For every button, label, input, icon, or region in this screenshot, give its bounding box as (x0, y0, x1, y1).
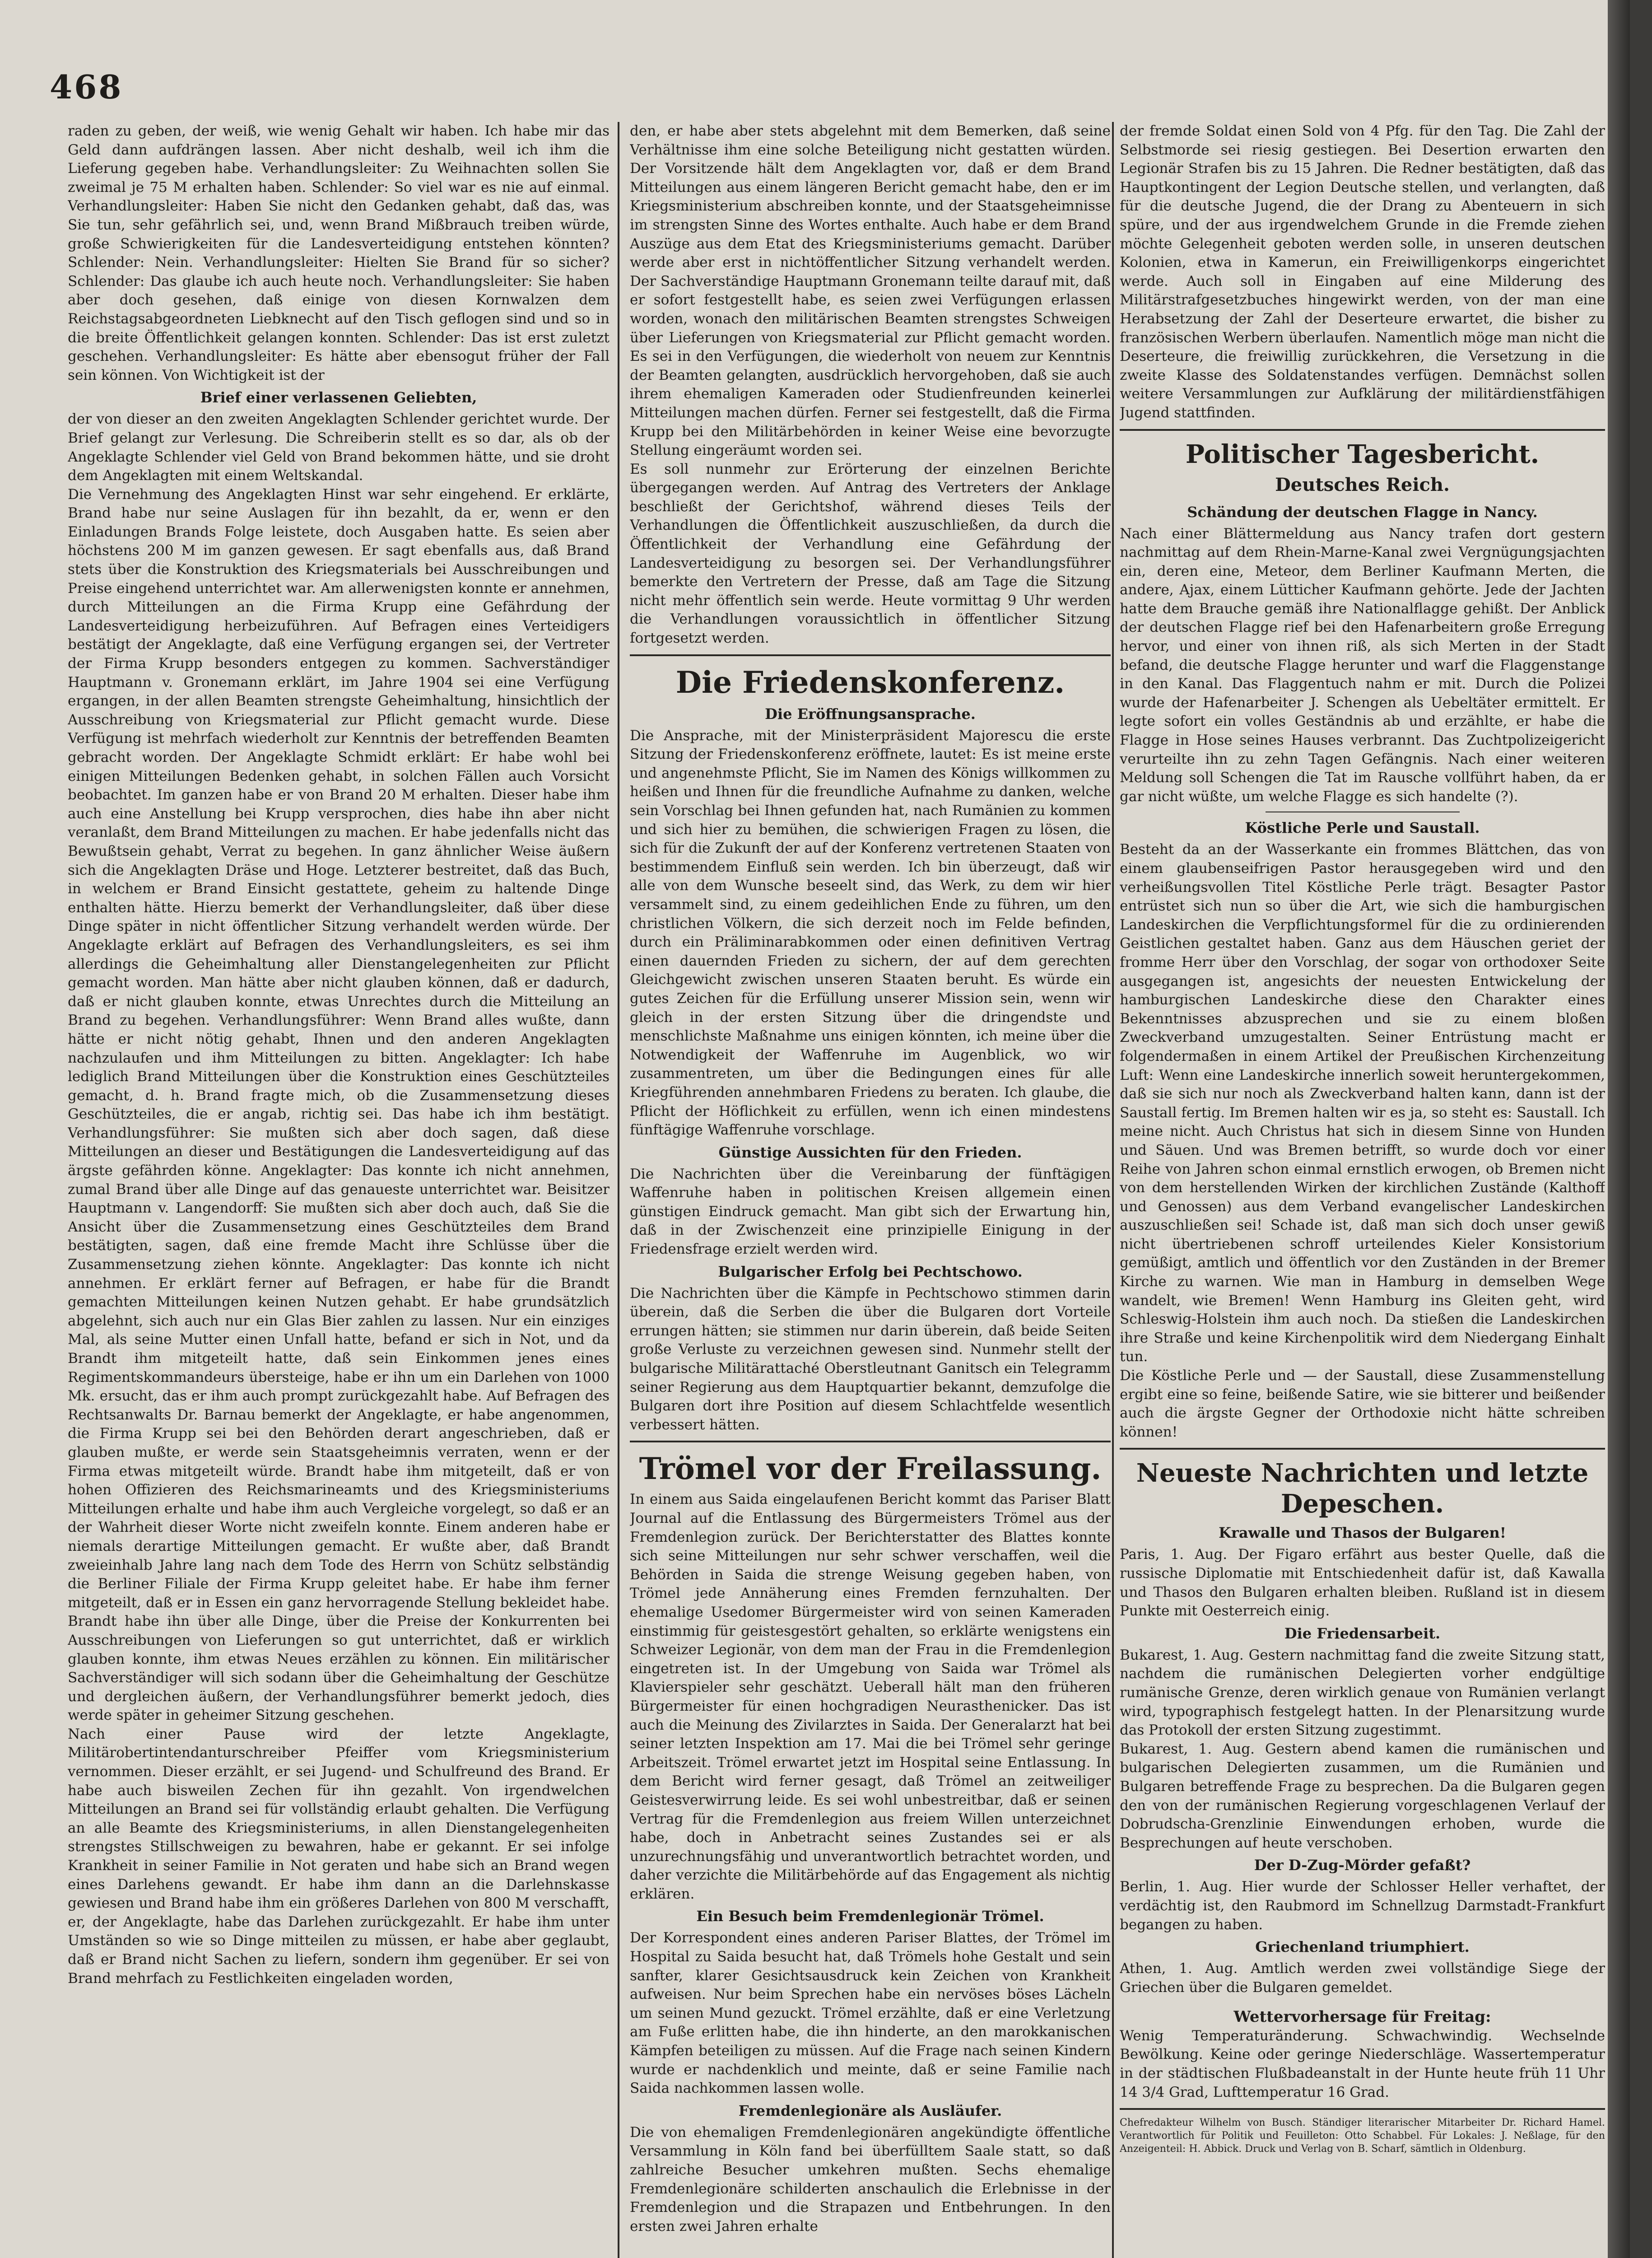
article-paragraph: der fremde Soldat einen Sold von 4 Pfg. für den Tag. Die Zahl der Selbstmorde sei riesig gestiegen. Bei Desertion erwarten den Legionär Strafen bis zu 15 Jahren. Die Redner bestätigten, daß das Hauptkontingent der Legion Deutsche stellen, und verlangten, daß für die deutsche Jugend, die der Drang zu Abenteuern in sich spüre, und der aus irgendwelchem Grunde in die Fremde ziehen möchte Gelegenheit geboten werden solle, in unseren deutschen Kolonien, etwa in Kamerun, ein Freiwilligenkorps eingerichtet werde. Auch soll in Eingaben auf eine Milderung des Militärstrafgesetzbuches hingewirkt werden, von der man eine Herabsetzung der Zahl der Deserteure erwartet, die bisher zu französischen Werbern überlaufen. Namentlich möge man nicht die Deserteure, die freiwillig zurückkehren, die Versetzung in die zweite Klasse des Soldatenstandes verfügen. Demnächst sollen weitere Versammlungen zur Aufklärung der militärdienstfähigen Jugend stattfinden. (1120, 123, 1605, 421)
imprint: Chefredakteur Wilhelm von Busch. Ständiger literarischer Mitarbeiter Dr. Richard Hamel. Verantwortlich für Politik und Feuilleton: Otto Schabbel. Für Lokales: J. Neßlage, für den Anzeigenteil: H. Abbick. Druck und Verlag von B. Scharf, sämtlich in Oldenburg. (1120, 2117, 1605, 2155)
divider (630, 654, 1111, 656)
article-paragraph: Nach einer Blättermeldung aus Nancy trafen dort gestern nachmittag auf dem Rhein-Marne-Kanal zwei Vergnügungsjachten ein, deren eine, Meteor, dem Berliner Kaufmann Merten, die andere, Ajax, einem Lütticher Kaufmann gehörte. Jede der Jachten hatte dem Brauche gemäß ihre Nationalflagge gehißt. Der Anblick der deutschen Flagge rief bei den Hafenarbeitern große Erregung hervor, und einer von ihnen riß, als sich Merten in der Stadt befand, die deutsche Flagge herunter und warf die Flaggenstange in den Kanal. Das Flaggentuch nahm er mit. Durch die Polizei wurde der Hafenarbeiter J. Schengen als Uebeltäter ermittelt. Er legte sofort ein volles Geständnis ab und erzählte, er habe die Flagge in Hose seines Hauses verbrannt. Das Zuchtpolizeigericht verurteilte ihn zu zehn Tagen Gefängnis. Nach einer weiteren Meldung soll Schengen die Tat im Rausche vollführt haben, da er gar nicht wüßte, um welche Flagge es sich handelte (?). (1120, 525, 1605, 805)
subheading: Köstliche Perle und Saustall. (1245, 819, 1480, 837)
column-rule (618, 122, 619, 2258)
subheading: Krawalle und Thasos der Bulgaren! (1219, 1524, 1506, 1542)
article-paragraph: Die von ehemaligen Fremdenlegionären angekündigte öffentliche Versammlung in Köln fand bei überfülltem Saale statt, so daß zahlreiche Besucher umkehren mußten. Sechs ehemalige Fremdenlegionäre schilderten anschaulich die Erlebnisse in der Fremdenlegion und die Strapazen und Entbehrungen. In den ersten zwei Jahren erhalte (630, 2124, 1111, 2235)
article-paragraph: der von dieser an den zweiten Angeklagten Schlender gerichtet wurde. Der Brief gelangt zur Verlesung. Die Schreiberin stellt es so dar, als ob der Angeklagte Schlender viel Geld von Brand bekommen hätte, und sie droht dem Angeklagten mit einem Weltskandal. (68, 411, 610, 484)
article-paragraph: Die Köstliche Perle und — der Saustall, diese Zusammenstellung ergibt eine so feine, beißende Satire, wie sie bitterer und beißender auch die ärgste Gegner der Orthodoxie nicht hätte schreiben können! (1120, 1367, 1605, 1440)
divider (1120, 429, 1605, 431)
article-paragraph: Athen, 1. Aug. Amtlich werden zwei vollständige Siege der Griechen über die Bulgaren gemeldet. (1120, 1960, 1605, 1996)
headline-peace-conference: Die Friedenskonferenz. (675, 664, 1065, 700)
subheading: Deutsches Reich. (1275, 474, 1450, 495)
article-paragraph: In einem aus Saida eingelaufenen Bericht kommt das Pariser Blatt Journal auf die Entlassung des Bürgermeisters Trömel aus der Fremdenlegion zurück. Der Berichterstatter des Blattes konnte sich seine Mitteilungen nur sehr schwer verschaffen, weil die Behörden in Saida die strenge Weisung gegeben haben, von Trömel jede Annäherung eines Fremden fernzuhalten. Der ehemalige Usedomer Bürgermeister wird von seinen Kameraden einstimmig für geistesgestört gehalten, so erklärte wenigstens ein Schweizer Legionär, von dem man der Frau in die Fremdenlegion eingetreten ist. In der Umgebung von Saida war Trömel als Klavierspieler sehr geschätzt. Ueberall hält man den früheren Bürgermeister für einen hochgradigen Neurasthenicker. Das ist auch die Meinung des Zivilarztes in Saida. Der Generalarzt hat bei seiner letzten Inspektion am 17. Mai die bei Trömel sehr geringe Arbeitszeit. Trömel erwartet jetzt im Hospital seine Entlassung. In dem Bericht wird ferner gesagt, daß Trömel an zeitweiliger Geistesverwirrung leide. Es sei wohl unbestreitbar, daß er seinen Vertrag für die Fremdenlegion aus freiem Willen unterzeichnet habe, doch in Anbetracht seines Zustandes sei er als unzurechnungsfähig und unverantwortlich betrachtet worden, und daher verzichte die Militärbehörde auf das Engagement als nichtig erklären. (630, 1491, 1111, 1902)
column-2 (630, 122, 1111, 2258)
article-paragraph: Berlin, 1. Aug. Hier wurde der Schlosser Heller verhaftet, der verdächtig ist, den Raubmord im Schnellzug Darmstadt-Frankfurt begangen zu haben. (1120, 1879, 1605, 1933)
article-paragraph: Bukarest, 1. Aug. Gestern nachmittag fand die zweite Sitzung statt, nachdem die rumänischen Delegierten vorher endgültige rumänische Grenze, deren wirklich genaue von Rumänien verlangt wird, typographisch festgelegt hatten. In der Plenarsitzung wurde das Protokoll der ersten Sitzung zugestimmt. (1120, 1647, 1605, 1739)
article-paragraph: Paris, 1. Aug. Der Figaro erfährt aus bester Quelle, daß die russische Diplomatie mit Entschiedenheit dafür ist, daß Kawalla und Thasos den Bulgaren erhalten bleiben. Rußland ist in diesem Punkte mit Oesterreich einig. (1120, 1546, 1605, 1619)
divider (630, 1441, 1111, 1442)
article-paragraph: Besteht da an der Wasserkante ein frommes Blättchen, das von einem glaubenseifrigen Pastor herausgegeben wird und den verheißungsvollen Titel Köstliche Perle trägt. Besagter Pastor entrüstet sich nun so über die Art, wie sich die hamburgischen Landeskirchen die Verpflichtungsformel für die zu ordinierenden Geistlichen gestaltet haben. Ganz aus dem Häuschen geriet der fromme Herr über den Vorschlag, der sogar von orthodoxer Seite ausgegangen ist, angesichts der neuesten Entwickelung der hamburgischen Landeskirche diese den Charakter eines Bekenntnisses abzusprechen und sie zu einem bloßen Zweckverband umzugestalten. Seiner Entrüstung macht er folgendermaßen in einem Artikel der Preußischen Kirchenzeitung Luft: Wenn eine Landeskirche innerlich soweit heruntergekommen, daß sie sich nur noch als Zweckverband halten kann, dann ist der Saustall fertig. Im Bremen halten wir es ja, so steht es: Saustall. Ich meine nicht. Auch Christus hat sich in diesem Sinne von Hunden und Säuen. Und was Bremen betrifft, so wurde doch vor einer Reihe von Jahren schon einmal ernstlich erwogen, ob Bremen nicht von dem herstellenden Wirken der kirchlichen Zustände (Kalthoff und Genossen) aus dem Verband evangelischer Landeskirchen auszuschließen sei! Schade ist, daß man sich doch unser gewiß nicht übertriebenen schroff urteilendes Kieler Konsistorium gemüßigt, amtlich und öffentlich vor den Zuständen in der Bremer Kirche zu warnen. Wie man in Hamburg in demselben Wege wandelt, wie Bremen! Wenn Hamburg ins Gleiten geht, wird Schleswig-Holstein ihm auch noch. Da stießen die Landeskirchen ihre Straße und keine Kirchenpolitik wird dem Niedergang Einhalt tun. (1120, 841, 1605, 1365)
weather-text: Wenig Temperaturänderung. Schwachwindig. Wechselnde Bewölkung. Keine oder geringe Niederschläge. Wassertemperatur in der städtischen Flußbadeanstalt in der Hunte heute früh 11 Uhr 14 3/4 Grad, Lufttemperatur 16 Grad. (1120, 2027, 1605, 2100)
column-rule (1112, 122, 1114, 2258)
subheading: Ein Besuch beim Fremdenlegionär Trömel. (696, 1908, 1044, 1925)
article-paragraph: Die Vernehmung des Angeklagten Hinst war sehr eingehend. Er erklärte, Brand habe nur seine Auslagen für ihn bezahlt, da er, wenn er den Einladungen Brands Folge leistete, doch Ausgaben hatte. Es seien aber höchstens 200 M im ganzen gewesen. Er sagt ebenfalls aus, daß Brand stets über die Konstruktion des Kriegsmaterials bei Ausschreibungen und Preise eingehend unterrichtet war. Am allerwenigsten konnte er annehmen, durch Mitteilungen an die Firma Krupp eine Gefährdung der Landesverteidigung herbeizuführen. Auf Befragen eines Verteidigers bestätigt der Angeklagte, daß eine Verfügung ergangen sei, der Vertreter der Firma Krupp besonders entgegen zu kommen. Sachverständiger Hauptmann v. Gronemann erklärt, im Jahre 1904 sei eine Verfügung ergangen, in der allen Beamten strengste Geheimhaltung, hinsichtlich der Ausschreibung von Kriegsmaterial zur Pflicht gemacht wurde. Diese Verfügung ist mehrfach wiederholt zur Kenntnis der betreffenden Beamten gebracht worden. Der Angeklagte Schmidt erklärt: Er habe wohl bei einigen Mitteilungen Bedenken gehabt, in solchen Fällen auch Vorsicht beobachtet. Im ganzen habe er von Brand 20 M erhalten. Dieser habe ihm auch eine Anstellung bei Krupp versprochen, dies habe ihn aber nicht veranlaßt, dem Brand Mitteilungen zu machen. Er habe jedenfalls nicht das Bewußtsein gehabt, Verrat zu begehen. In ganz ähnlicher Weise äußern sich die Angeklagten Dräse und Hoge. Letzterer bestreitet, daß das Buch, in welchem er Brand Einsicht gestattete, geheim zu haltende Dinge enthalten hätte. Hierzu bemerkt der Verhandlungsleiter, daß über diese Dinge später in nicht öffentlicher Sitzung verhandelt werden würde. Der Angeklagte erklärt auf Befragen des Verhandlungsleiters, es sei ihm allerdings die Geheimhaltung aller Dienstangelegenheiten zur Pflicht gemacht worden. Man hätte aber nicht glauben können, daß er dadurch, daß er nicht glauben konnte, etwas Unrechtes durch die Mitteilung an Brand zu begehen. Verhandlungsführer: Wenn Brand alles wußte, dann hätte er nicht nötig gehabt, Ihnen und den anderen Angeklagten nachzulaufen und ihm Mitteilungen zu bitten. Angeklagter: Ich habe lediglich Brand Mitteilungen über die Konstruktion eines Geschützteiles gemacht, d. h. Brand fragte mich, ob die Zusammensetzung dieses Geschützteiles, die er angab, richtig sei. Das habe ich ihm bestätigt. Verhandlungsführer: Sie mußten sich aber doch sagen, daß diese Mitteilungen an dieser und Bestätigungen die Landesverteidigung auf das ärgste gefährden könne. Angeklagter: Das konnte ich nicht annehmen, zumal Brand über alle Dinge auf das genaueste unterrichtet war. Beisitzer Hauptmann v. Langendorff: Sie mußten sich aber doch auch, daß Sie die Ansicht über die Zusammensetzung eines Geschützteiles dem Brand bestätigten, sagen, daß eine fremde Macht ihre Schlüsse über die Zusammensetzung ziehen könnte. Angeklagter: Das konnte ich nicht annehmen. Er erklärt ferner auf Befragen, er habe für die Brandt gemachten Mitteilungen keinen Nutzen gehabt. Er habe grundsätzlich abgelehnt, sich auch nur ein Glas Bier zahlen zu lassen. Nur ein einziges Mal, als seine Mutter einen Unfall hatte, befand er sich in Not, und da Brandt ihm mitgeteilt hatte, daß sein Einkommen jenes eines Regimentskommandeurs übersteige, habe er ihn um ein Darlehen von 1000 Mk. ersucht, das er ihm auch prompt zurückgezahlt habe. Auf Befragen des Rechtsanwalts Dr. Barnau bemerkt der Angeklagte, er habe angenommen, die Firma Krupp sei bei den Behörden derart angeschrieben, daß er glauben mußte, er werde sein Staatsgeheimnis verraten, wenn er der Firma etwas mitgeteilt würde. Brandt habe ihm mitgeteilt, daß er von hohen Offizieren des Reichsmarineamts und des Kriegsministeriums Mitteilungen erhalte und habe ihm auch Vergleiche vorgelegt, so daß er an der Wahrheit dieser Worte nicht zweifeln konnte. Einem anderen habe er niemals derartige Mitteilungen gemacht. Er wußte aber, daß Brandt zweieinhalb Jahre lang nach dem Tode des Herrn von Schütz selbständig die Berliner Filiale der Firma Krupp geleitet habe. Er habe ihm ferner mitgeteilt, daß er in Essen ein ganz hervorragende Stellung bekleidet habe. Brandt habe ihn über alle Dinge, über die Preise der Konkurrenten bei Ausschreibungen von Lieferungen so gut unterrichtet, daß er wirklich glauben konnte, ihm etwas Neues erzählen zu können. Ein militärischer Sachverständiger will sich sodann über die Geheimhaltung der Geschütze und dergleichen äußern, der Verhandlungsführer bemerkt jedoch, dies werde später in geheimer Sitzung geschehen. (68, 486, 610, 1724)
article-paragraph: den, er habe aber stets abgelehnt mit dem Bemerken, daß seine Verhältnisse ihm eine solche Beteiligung nicht gestatten würden. Der Vorsitzende hält dem Angeklagten vor, daß er dem Brand Mitteilungen aus einem längeren Bericht gemacht habe, den er im Kriegsministerium abschreiben konnte, und der Staatsgeheimnisse im strengsten Sinne des Wortes enthalte. Auch habe er dem Brand Auszüge aus dem Etat des Kriegsministeriums gemacht. Darüber werde aber erst in nichtöffentlicher Sitzung verhandelt werden. Der Sachverständige Hauptmann Gronemann teilte darauf mit, daß er sofort festgestellt habe, es seien zwei Verfügungen erlassen worden, wonach den militärischen Beamten strengstes Schweigen über Lieferungen von Kriegsmaterial zur Pflicht gemacht worden. Es sei in den Verfügungen, die wiederholt von neuem zur Kenntnis der Beamten gelangten, ausdrücklich hervorgehoben, daß sie auch ihrem ehemaligen Kameraden oder Studienfreunden keinerlei Mitteilungen machen dürfen. Ferner sei festgestellt, daß die Firma Krupp bei den Militärbehörden in keiner Weise eine bevorzugte Stellung eingeräumt worden sei. (630, 123, 1111, 459)
subheading: Die Friedensarbeit. (1284, 1624, 1441, 1642)
column-1 (68, 122, 610, 2258)
binding-shadow (1608, 0, 1630, 2258)
article-paragraph: Nach einer Pause wird der letzte Angeklagte, Militärobertintendanturschreiber Pfeiffer vom Kriegsministerium vernommen. Dieser erzählt, er sei Jugend- und Schulfreund des Brand. Er habe auch bisweilen Zechen für ihn gezahlt. Von irgendwelchen Mitteilungen an Brand sei für vollständig erlaubt gehalten. Die Verfügung an alle Beamte des Kriegsministeriums, in allen Dienstangelegenheiten strengstes Stillschweigen zu bewahren, habe er gekannt. Er sei infolge Krankheit in seiner Familie in Not geraten und habe sich an Brand wegen eines Darlehens gewandt. Er habe ihm dann an die Darlehnskasse gewiesen und Brand habe ihm ein größeres Darlehen von 800 M verschafft, er, der Angeklagte, habe das Darlehen zurückgezahlt. Er habe ihm unter Umständen so wie so Dinge mitteilen zu müssen, er habe aber geglaubt, daß er Brand nicht Sachen zu liefern, sondern ihm gegenüber. Er sei von Brand mehrfach zu Festlichkeiten eingeladen worden, (68, 1726, 610, 1987)
subheading: Griechenland triumphiert. (1255, 1938, 1470, 1956)
subheading: Der D-Zug-Mörder gefaßt? (1254, 1857, 1471, 1874)
headline-troemel: Trömel vor der Freilassung. (639, 1451, 1102, 1487)
page-number: 468 (50, 68, 123, 106)
subheading: Bulgarischer Erfolg bei Pechtschowo. (718, 1263, 1023, 1280)
article-paragraph: Der Korrespondent eines anderen Pariser Blattes, der Trömel im Hospital zu Saida besucht hat, daß Trömels hohe Gestalt und sein sanfter, klarer Gesichtsausdruck kein Zeichen von Krankheit aufweisen. Nur beim Sprechen habe ein nervöses böses Lächeln um seinen Mund gezuckt. Trömel erzählte, daß er eine Verletzung am Fuße erlitten habe, die ihn hinderte, an den marokkanischen Kämpfen beteiligen zu müssen. Auf die Frage nach seinen Kindern wurde er nachdenklich und meinte, daß er seine Familie nach Saida nachkommen lassen wolle. (630, 1930, 1111, 2097)
article-paragraph: Bukarest, 1. Aug. Gestern abend kamen die rumänischen und bulgarischen Delegierten zusammen, um die Rumänien und Bulgaren betreffende Frage zu besprechen. Da die Bulgaren gegen den von der rumänischen Regierung vorgeschlagenen Verlauf der Dobrudscha-Grenzlinie Einwendungen erhoben, wurde die Besprechungen auf heute verschoben. (1120, 1740, 1605, 1851)
subheading: Fremdenlegionäre als Ausläufer. (738, 2102, 1002, 2119)
divider (1120, 1448, 1605, 1450)
subheading: Die Eröffnungsansprache. (765, 705, 976, 723)
headline-latest-news: Neueste Nachrichten und letzte Depeschen. (1136, 1458, 1589, 1519)
article-paragraph: Die Nachrichten über die Kämpfe in Pechtschowo stimmen darin überein, daß die Serben die über die Bulgaren dort Vorteile errungen hätten; sie stimmen nur darin überein, daß beide Seiten große Verluste zu verzeichnen gewesen sind. Nunmehr stellt der bulgarische Militärattaché Oberstleutnant Ganitsch ein Telegramm seiner Regierung aus dem Hauptquartier bekannt, demzufolge die Bulgaren dort ihre Position auf diesem Schlachtfelde wesentlich verbessert hätten. (630, 1285, 1111, 1433)
weather-heading: Wettervorhersage für Freitag: (1233, 2008, 1491, 2026)
article-paragraph: Die Ansprache, mit der Ministerpräsident Majorescu die erste Sitzung der Friedenskonferenz eröffnete, lautet: Es ist meine erste und angenehmste Pflicht, Sie im Namen des Königs willkommen zu heißen und Ihnen für die freundliche Aufnahme zu danken, welche sein Vorschlag bei Ihnen gefunden hat, nach Rumänien zu kommen und sich hier zu bemühen, die schwierigen Fragen zu lösen, die sich für die Zukunft der auf der Konferenz vertretenen Staaten von bestimmendem Einfluß sein werden. Ich bin überzeugt, daß wir alle von dem Wunsche beseelt sind, das Werk, zu dem wir hier versammelt sind, zu einem gedeihlichen Ende zu führen, um den christlichen Völkern, die sich derzeit noch im Felde befinden, durch ein Präliminarabkommen oder einen definitiven Vertrag einen dauernden Frieden zu sichern, der auf dem gerechten Gleichgewicht zwischen unseren Staaten beruht. Es würde ein gutes Zeichen für die Erfüllung unserer Mission sein, wenn wir gleich in der ersten Sitzung über die dringendste und menschlichste Maßnahme uns einigen könnten, ich meine über die Notwendigkeit der Waffenruhe im Augenblick, wo wir zusammentreten, um über die Bedingungen eines für alle Kriegführenden annehmbaren Friedens zu beraten. Ich glaube, die Pflicht der Höflichkeit zu erfüllen, wenn ich einen mindestens fünftägige Waffenruhe vorschlage. (630, 727, 1111, 1138)
subheading: Schändung der deutschen Flagge in Nancy. (1187, 503, 1538, 521)
article-paragraph: Es soll nunmehr zur Erörterung der einzelnen Berichte übergegangen werden. Auf Antrag des Vertreters der Anklage beschließt der Gerichtshof, während dieses Teils der Verhandlungen die Öffentlichkeit auszuschließen, da durch die Öffentlichkeit der Verhandlung eine Gefährdung der Landesverteidigung zu besorgen sei. Der Verhandlungsführer bemerkte den Vertretern der Presse, daß am Tage die Sitzung nicht mehr öffentlich sein werde. Heute vormittag 9 Uhr werden die Verhandlungen voraussichtlich in öffentlicher Sitzung fortgesetzt werden. (630, 461, 1111, 647)
subheading: Günstige Aussichten für den Frieden. (718, 1143, 1022, 1161)
article-paragraph: Die Nachrichten über die Vereinbarung der fünftägigen Waffenruhe haben in politischen Kreisen allgemein einen günstigen Eindruck gemacht. Man gibt sich der Erwartung hin, daß in der Zwischenzeit eine prinzipielle Einigung in der Friedensfrage erzielt werden wird. (630, 1166, 1111, 1258)
headline-political-report: Politischer Tagesbericht. (1185, 439, 1540, 469)
column-3 (1120, 122, 1605, 2258)
article-paragraph: raden zu geben, der weiß, wie wenig Gehalt wir haben. Ich habe mir das Geld dann aufdrängen lassen. Aber nicht deshalb, weil ich ihm die Lieferung gegeben habe. Verhandlungsleiter: Zu Weihnachten sollen Sie zweimal je 75 M erhalten haben. Schlender: So viel war es nie auf einmal. Verhandlungsleiter: Haben Sie nicht den Gedanken gehabt, daß das, was Sie tun, sehr gefährlich sei, und, wenn Brand Mißbrauch treiben würde, große Schwierigkeiten für die Landesverteidigung entstehen könnten? Schlender: Nein. Verhandlungsleiter: Hielten Sie Brand für so sicher? Schlender: Das glaube ich auch heute noch. Verhandlungsleiter: Sie haben aber doch gesehen, daß einige von diesen Kornwalzen dem Reichstagsabgeordneten Liebknecht auf den Tisch geflogen sind und so in die breite Öffentlichkeit gelangen konnten. Schlender: Das ist erst zuletzt geschehen. Verhandlungsleiter: Es hätte aber ebensogut früher der Fall sein können. Von Wichtigkeit ist der (68, 123, 610, 383)
section-subheading: Brief einer verlassenen Geliebten, (200, 389, 477, 406)
divider (1120, 2108, 1605, 2110)
